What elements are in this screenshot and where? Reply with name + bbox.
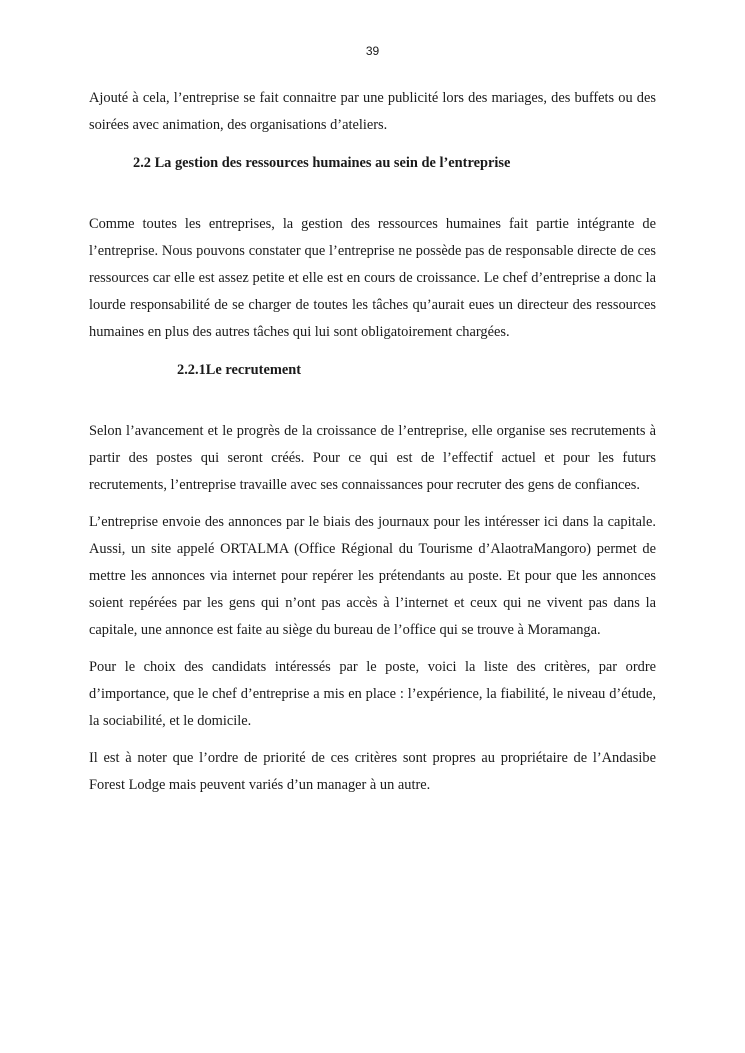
paragraph-publicity: Ajouté à cela, l’entreprise se fait connaitre par une publicité lors des mariages, des buffets ou des soirées avec animation, des organisations d’ateliers. <box>89 90 656 133</box>
subsection-heading-2-2-1: 2.2.1Le recrutement <box>177 362 302 378</box>
paragraph-criteria-priority: Il est à noter que l’ordre de priorité de ces critères sont propres au propriétaire de l’Andasibe Forest Lodge mais peuvent variés d’un manager à un autre. <box>89 750 656 793</box>
paragraph-candidate-criteria: Pour le choix des candidats intéressés par le poste, voici la liste des critères, par ordre d’importance, que le chef d’entreprise a mis en place : l’expérience, la fiabilité, le niveau d’étude, la sociabilité, et le domicile. <box>89 659 656 729</box>
paragraph-recruitment-growth: Selon l’avancement et le progrès de la croissance de l’entreprise, elle organise ses recrutements à partir des postes qui seront créés. Pour ce qui est de l’effectif actuel et pour les futurs recrutements, l’entreprise travaille avec ses connaissances pour recruter des gens de confiances. <box>89 423 656 493</box>
paragraph-announcements: L’entreprise envoie des annonces par le biais des journaux pour les intéresser ici dans la capitale. Aussi, un site appelé ORTALMA (Office Régional du Tourisme d’AlaotraMangoro) permet de mettre les annonces via internet pour repérer les prétendants au poste. Et pour que les annonces soient repérées par les gens qui n’ont pas accès à l’internet et ceux qui ne vivent pas dans la capitale, une annonce est faite au siège du bureau de l’office qui se trouve à Moramanga. <box>89 514 656 638</box>
document-body <box>89 85 656 799</box>
paragraph-hr-management: Comme toutes les entreprises, la gestion des ressources humaines fait partie intégrante de l’entreprise. Nous pouvons constater que l’entreprise ne possède pas de responsable directe de ces ressources car elle est assez petite et elle est en cours de croissance. Le chef d’entreprise a donc la lourde responsabilité de se charger de toutes les tâches qu’aurait eues un directeur des ressources humaines en plus des autres tâches qui lui sont obligatoirement chargées. <box>89 216 656 340</box>
section-heading-2-2: 2.2 La gestion des ressources humaines au sein de l’entreprise <box>133 155 511 171</box>
page-number: 39 <box>365 44 380 58</box>
